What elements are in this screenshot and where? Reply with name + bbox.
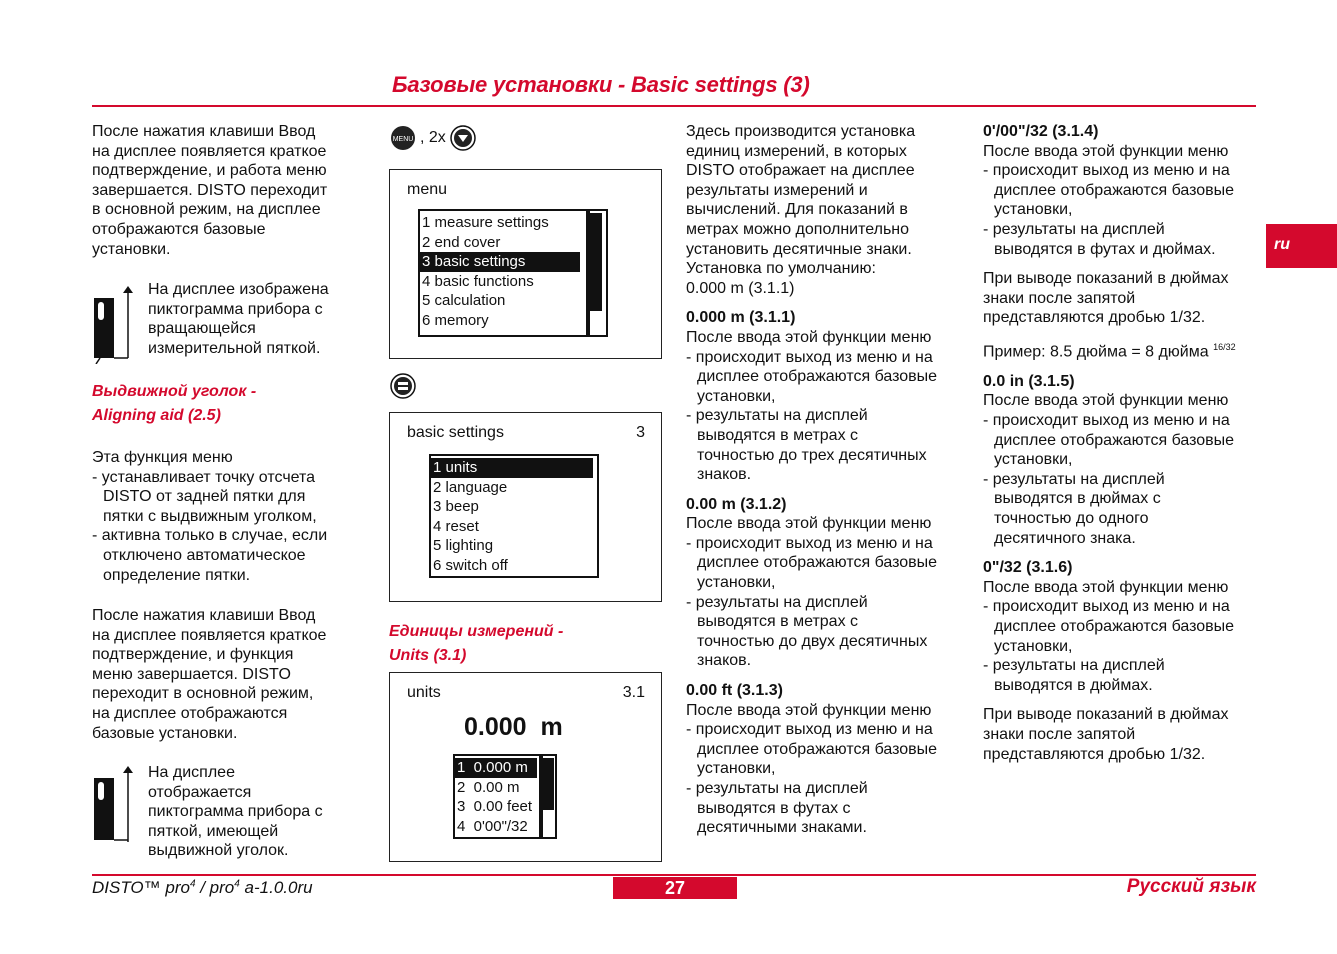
menu-item-measure-settings[interactable]: 1 measure settings (422, 214, 549, 231)
screen-title: basic settings (407, 424, 504, 441)
menu-item-reset[interactable]: 4 reset (433, 517, 479, 535)
text-line: установки. (92, 240, 171, 258)
list-item: - устанавливает точку отсчета (92, 468, 316, 486)
language-tab-label: ru (1274, 236, 1290, 253)
menu-item-lighting[interactable]: 5 lighting (433, 537, 494, 555)
text-line: дисплее отображаются базовые (697, 368, 938, 386)
col4-text (983, 122, 1236, 764)
scrollbar-thumb[interactable] (590, 213, 602, 311)
text-line: установить десятичные знаки. (686, 240, 912, 258)
text-line: дисплее отображаются базовые (994, 181, 1235, 199)
list-item: - результаты на дисплей (983, 220, 1165, 238)
text-line: На дисплее изображена (148, 281, 329, 298)
device-aligning-aid-icon (92, 766, 136, 846)
footer-sup: 4 (234, 878, 240, 890)
text-line: на дисплее появляется краткое (92, 142, 327, 160)
key-sequence (390, 125, 476, 151)
list-item: - происходит выход из меню и на (686, 348, 933, 366)
units-display-value: 0.000 m (464, 713, 563, 741)
text-line: установки, (697, 760, 776, 778)
menu-item-calculation[interactable]: 5 calculation (422, 292, 506, 310)
text-line: После ввода этой функции меню (686, 328, 932, 346)
menu-item-unit-0-00-32[interactable]: 4 0'00"/32 (457, 817, 528, 835)
example-line (983, 338, 1236, 362)
menu-item-unit-0-000-m[interactable]: 1 0.000 m (455, 758, 537, 778)
text-line: После нажатия клавиши Ввод (92, 607, 316, 624)
text-line: определение пятки. (103, 566, 251, 584)
screen-title: units (407, 684, 441, 701)
screen-number: 3.1 (622, 684, 645, 701)
menu-key-icon (390, 125, 416, 151)
text-line: После ввода этой функции меню (983, 578, 1229, 596)
screen-title: menu (407, 181, 448, 198)
device-rotating-heel-icon (92, 284, 136, 364)
menu-item-language[interactable]: 2 language (433, 478, 508, 496)
text-line: знаков. (697, 652, 752, 670)
units-heading (389, 620, 563, 668)
text-line: После ввода этой функции меню (983, 142, 1229, 160)
text-line: Выдвижной уголок - (92, 383, 257, 400)
text-line: Units (3.1) (389, 647, 467, 664)
col1-paragraph-1 (92, 122, 327, 259)
text-line: метрах можно дополнительно (686, 220, 910, 238)
menu-item-units[interactable]: 1 units (431, 458, 593, 478)
list-item: - происходит выход из меню и на (983, 598, 1230, 616)
section-heading: 0.00 m (3.1.2) (686, 495, 787, 513)
text-line: После ввода этой функции меню (983, 392, 1229, 410)
enter-key-icon (390, 373, 416, 399)
key-count-label: , 2x (420, 129, 446, 146)
text-line: выдвижной уголок. (148, 842, 289, 860)
text-line: пяткой, имеющей (148, 822, 279, 840)
text-line: знаки после запятой (983, 725, 1136, 743)
text-line: пиктограмма прибора с (148, 300, 323, 318)
menu-item-end-cover[interactable]: 2 end cover (422, 233, 501, 251)
language-tab (1266, 224, 1337, 268)
text-line: выводятся в футах с (697, 799, 851, 817)
col3-text (686, 122, 937, 838)
text-line: точностью до одного (994, 510, 1149, 528)
units-screen (389, 672, 662, 862)
list-item: - происходит выход из меню и на (983, 162, 1230, 180)
text-line: установки, (994, 637, 1073, 655)
menu-item-unit-0-00-feet[interactable]: 3 0.00 feet (457, 798, 533, 816)
text-line: точностью до трех десятичных (697, 446, 927, 464)
text-line: установки, (697, 574, 776, 592)
col1-note-1 (148, 280, 329, 358)
footer-language: Русский язык (1126, 876, 1256, 897)
example-fraction: 16/32 (1213, 341, 1236, 352)
text-line: на дисплее отображаются (92, 704, 288, 722)
menu-item-memory[interactable]: 6 memory (422, 311, 489, 329)
text-line: выводятся в дюймах. (994, 676, 1153, 694)
text-line: меню завершается. DISTO (92, 665, 291, 683)
list-item: - активна только в случае, если (92, 527, 328, 545)
aligning-aid-heading (92, 380, 256, 428)
screen-number: 3 (636, 424, 645, 441)
list-item: - результаты на дисплей (983, 470, 1165, 488)
text-line: результаты измерений и (686, 181, 868, 199)
text-line: выводятся в метрах с (697, 613, 859, 631)
text-line: дисплее отображаются базовые (697, 554, 938, 572)
text-line: На дисплее (148, 764, 235, 781)
text-line: десятичными знаками. (697, 819, 867, 837)
text-line: точностью до двух десятичных (697, 632, 928, 650)
down-arrow-key-icon (450, 125, 476, 151)
menu-item-unit-0-00-m[interactable]: 2 0.00 m (457, 778, 520, 796)
text-line: единиц измерений, в которых (686, 142, 907, 160)
page-title: Базовые установки - Basic settings (3) (392, 72, 810, 97)
text-line: Единицы измерений - (389, 623, 564, 640)
menu-item-beep[interactable]: 3 beep (433, 498, 479, 516)
text-line: После нажатия клавиши Ввод (92, 123, 316, 140)
text-line: Эта функция меню (92, 449, 233, 466)
text-line: дисплее отображаются базовые (697, 740, 938, 758)
section-heading: 0'/00"/32 (3.1.4) (983, 123, 1099, 140)
list-item: - происходит выход из меню и на (983, 412, 1230, 430)
text-line: Здесь производится установка (686, 123, 916, 140)
text-line: Aligning aid (2.5) (92, 407, 221, 424)
text-line: представляются дробью 1/32. (983, 309, 1206, 327)
text-line: знаки после запятой (983, 289, 1136, 307)
text-line: отображаются базовые (92, 220, 266, 238)
section-heading: 0"/32 (3.1.6) (983, 559, 1073, 577)
text-line: в основной режим, на дисплее (92, 201, 321, 219)
footer-text: a-1.0.0ru (239, 878, 313, 897)
text-line: Установка по умолчанию: (686, 260, 876, 278)
text-line: отображается (148, 783, 252, 801)
menu-list (418, 209, 608, 337)
text-line: переходит в основной режим, (92, 685, 314, 703)
col1-note-2 (148, 763, 323, 861)
footer-text: / pro (195, 878, 235, 897)
text-line: пиктограмма прибора с (148, 803, 323, 821)
list-item: - результаты на дисплей (686, 593, 868, 611)
menu-item-switch-off[interactable]: 6 switch off (433, 556, 508, 574)
menu-item-basic-settings[interactable]: 3 basic settings (420, 252, 580, 272)
page-number: 27 (613, 877, 737, 899)
basic-settings-list (429, 454, 599, 578)
example-text: Пример: 8.5 дюйма = 8 дюйма (983, 343, 1209, 361)
text-line: подтверждение, и работа меню (92, 162, 327, 180)
text-line: После ввода этой функции меню (686, 515, 932, 533)
text-line: вычислений. Для показаний в (686, 201, 908, 219)
footer-sup: 4 (189, 878, 196, 890)
text-line: вращающейся (148, 320, 256, 338)
menu-screen (389, 169, 662, 359)
text-line: отключено автоматическое (103, 546, 306, 564)
units-list (453, 754, 557, 839)
list-item: - происходит выход из меню и на (686, 721, 933, 739)
list-item: - результаты на дисплей (983, 657, 1165, 675)
list-item: - результаты на дисплей (686, 407, 868, 425)
section-heading: 0.00 ft (3.1.3) (686, 682, 783, 700)
text-line: измерительной пяткой. (148, 339, 321, 357)
basic-settings-screen (389, 412, 662, 602)
text-line: установки, (994, 451, 1073, 469)
text-line: выводятся в дюймах с (994, 490, 1161, 508)
text-line: завершается. DISTO переходит (92, 181, 328, 199)
text-line: подтверждение, и функция (92, 646, 294, 664)
footer-product (92, 878, 313, 898)
svg-text:MENU: MENU (392, 136, 414, 143)
text-line: выводятся в футах и дюймах. (994, 240, 1216, 258)
text-line: установки, (697, 387, 776, 405)
text-line: пятки с выдвижным уголком, (103, 507, 317, 525)
text-line: базовые установки. (92, 724, 238, 742)
col1-paragraph-3 (92, 606, 326, 743)
text-line: на дисплее появляется краткое (92, 626, 327, 644)
menu-item-basic-functions[interactable]: 4 basic functions (422, 272, 534, 290)
text-line: установки, (994, 201, 1073, 219)
text-line: выводятся в метрах с (697, 426, 859, 444)
text-line: После ввода этой функции меню (686, 701, 932, 719)
text-line: представляются дробью 1/32. (983, 745, 1206, 763)
scrollbar-thumb[interactable] (543, 758, 554, 810)
list-item: - происходит выход из меню и на (686, 534, 933, 552)
text-line: При выводе показаний в дюймах (983, 270, 1229, 288)
header-rule (92, 105, 1256, 107)
text-line: знаков. (697, 466, 752, 484)
text-line: DISTO отображает на дисплее (686, 162, 915, 180)
text-line: 0.000 m (3.1.1) (686, 279, 795, 297)
col1-paragraph-2 (92, 448, 327, 585)
section-heading: 0.0 in (3.1.5) (983, 372, 1075, 390)
text-line: При выводе показаний в дюймах (983, 706, 1229, 724)
text-line: десятичного знака. (994, 529, 1136, 547)
text-line: дисплее отображаются базовые (994, 431, 1235, 449)
text-line: DISTO от задней пятки для (103, 488, 306, 506)
text-line: дисплее отображаются базовые (994, 617, 1235, 635)
section-heading: 0.000 m (3.1.1) (686, 309, 796, 327)
footer-rule (92, 874, 1256, 876)
footer-text: DISTO™ pro (92, 878, 190, 897)
list-item: - результаты на дисплей (686, 780, 868, 797)
